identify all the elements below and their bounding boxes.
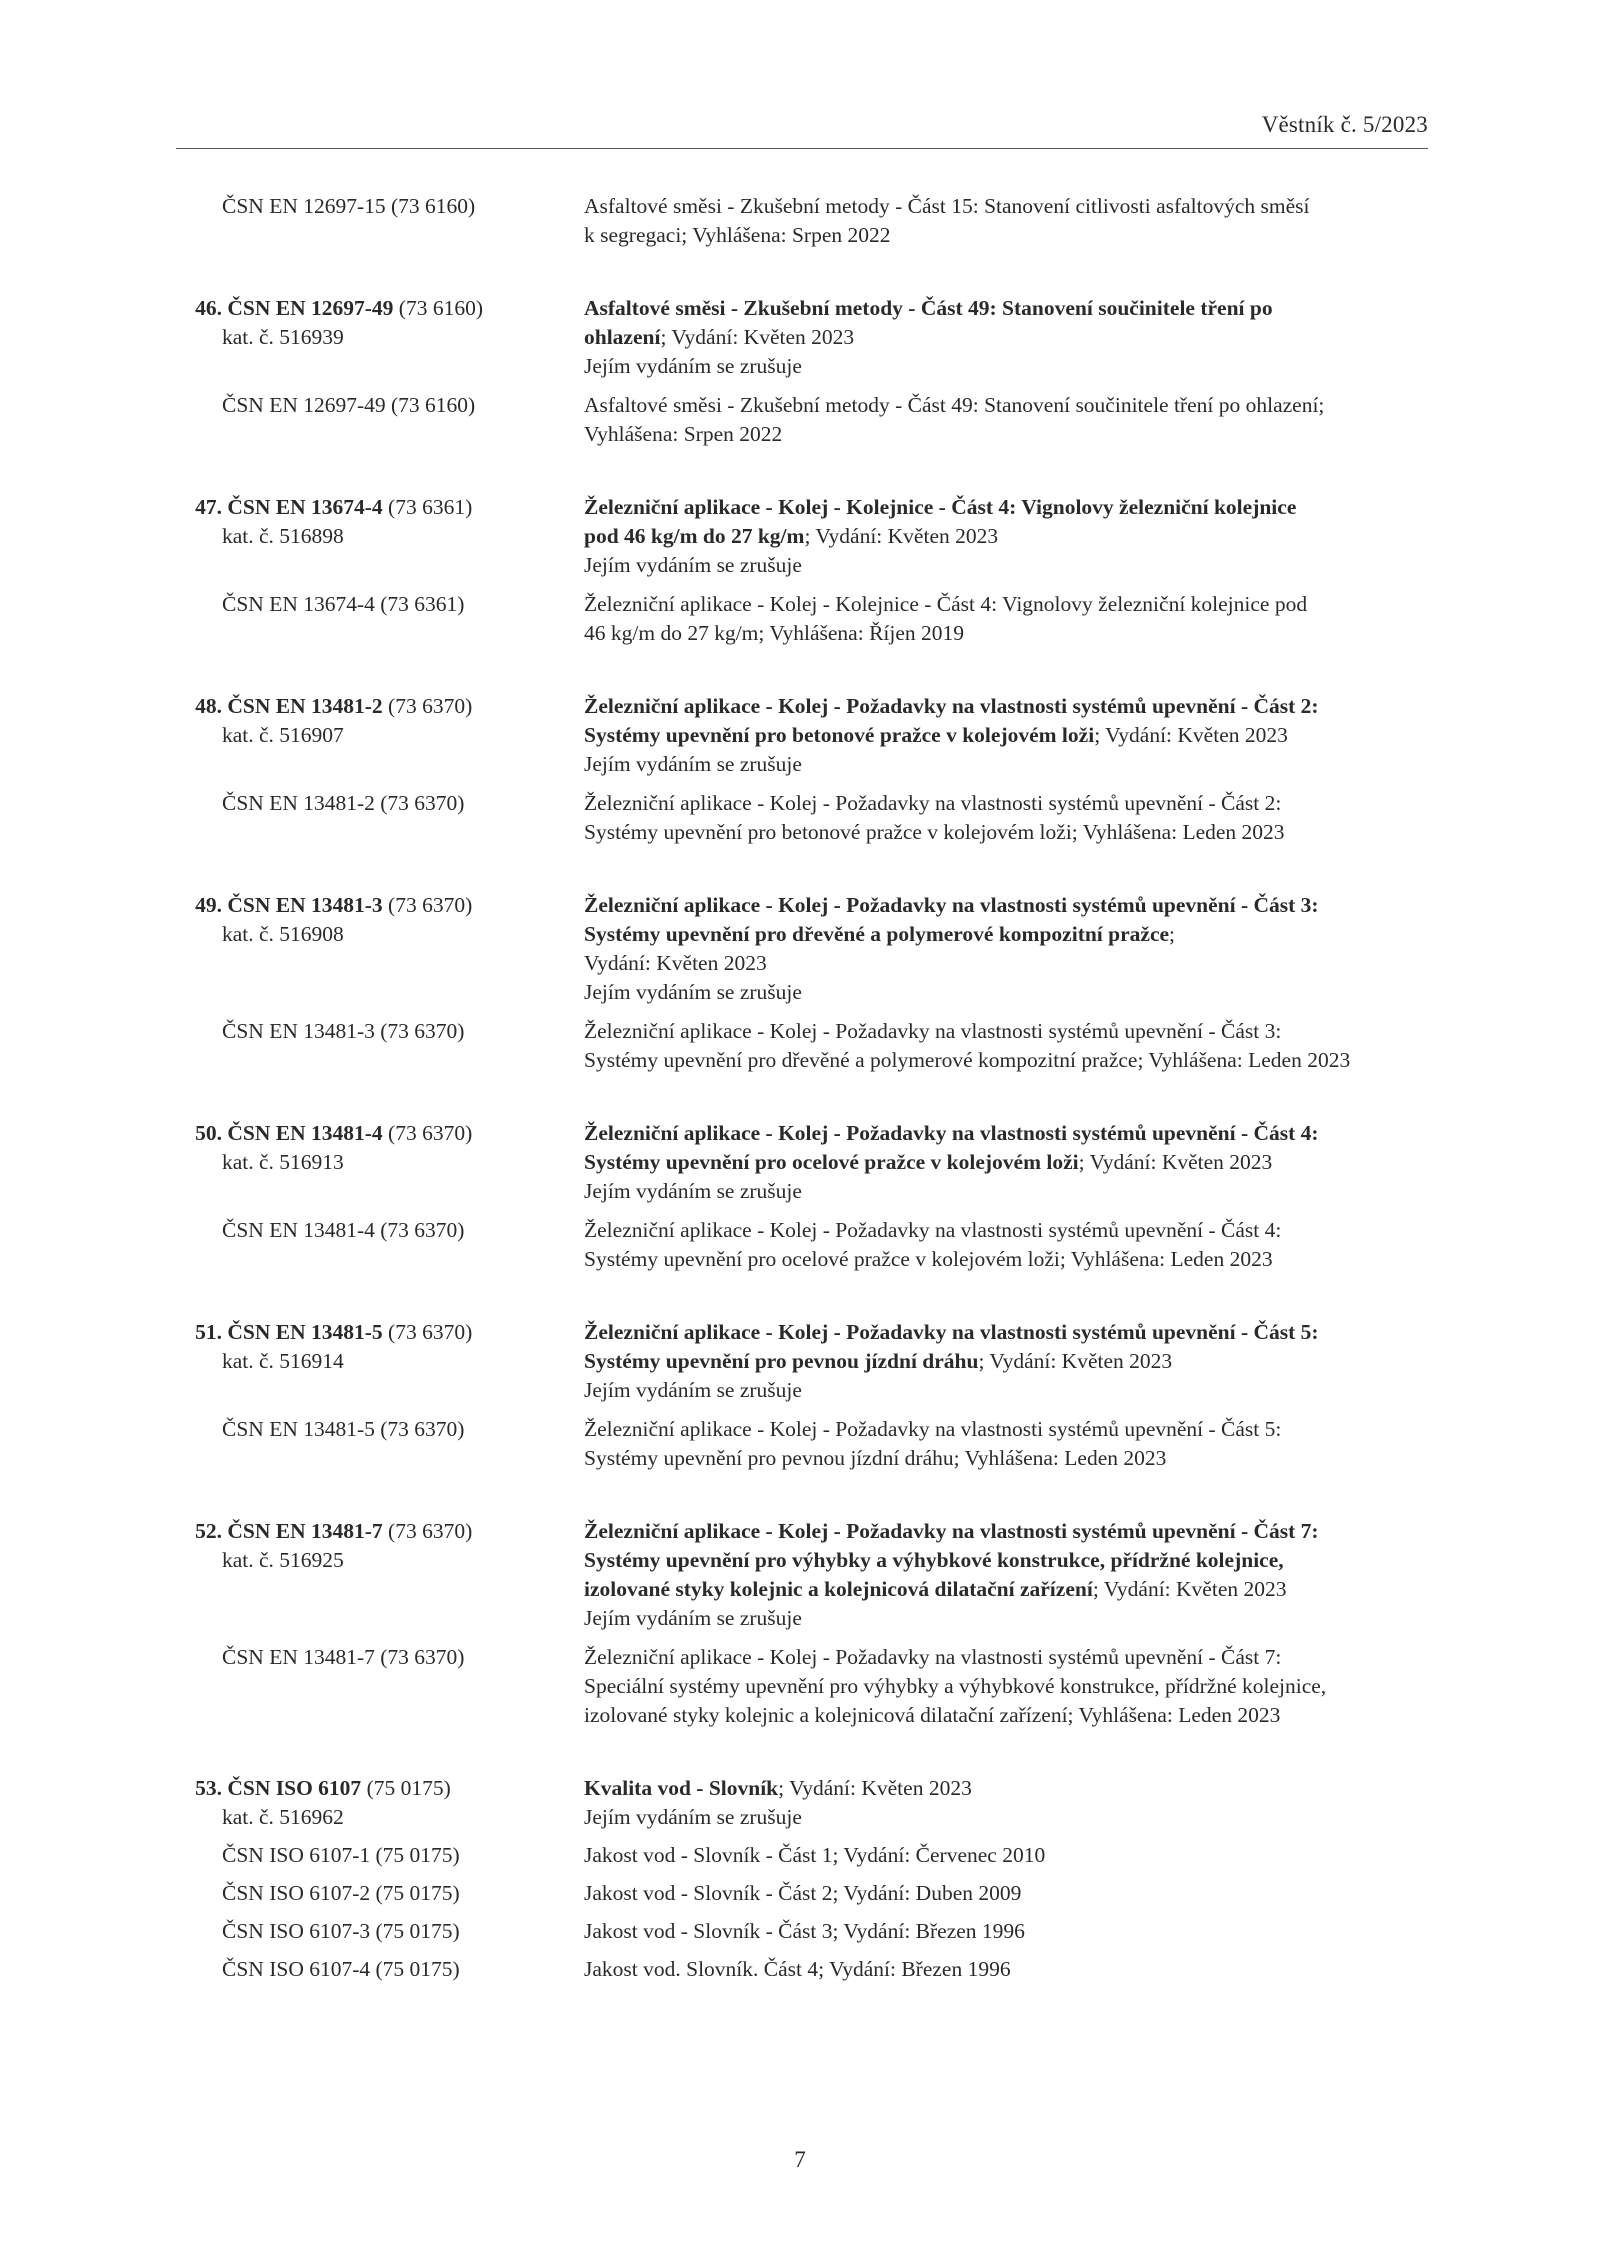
note-text: Jejím vydáním se zrušuje: [584, 752, 802, 776]
replaced-standard-row: [176, 1917, 1436, 1946]
standard-title: pod 46 kg/m do 27 kg/m: [584, 524, 805, 548]
standard-description: [584, 493, 1436, 580]
replaced-standard-code: ČSN EN 13481-4 (73 6370): [222, 1218, 465, 1242]
replaced-standard-code: ČSN EN 13481-2 (73 6370): [222, 791, 465, 815]
class-code: (73 6160): [393, 296, 483, 320]
replaced-standard-text: Systémy upevnění pro ocelové pražce v kolejovém loži; Vyhlášena: Leden 2023: [584, 1247, 1273, 1271]
standard-description: [584, 1774, 1436, 1832]
standard-code: ČSN EN 13481-3: [227, 893, 383, 917]
standard-designation: [176, 1318, 584, 1376]
note-text: Jejím vydáním se zrušuje: [584, 354, 802, 378]
replaced-standard-text: Asfaltové směsi - Zkušební metody - Část 49: Stanovení součinitele tření po ohlazení;: [584, 393, 1325, 417]
catalog-number: kat. č. 516907: [222, 723, 344, 747]
catalog-number: kat. č. 516939: [222, 325, 344, 349]
replaced-standard-row: [176, 789, 1436, 847]
issue-info: ; Vydání: Květen 2023: [660, 325, 855, 349]
standard-title: Železniční aplikace - Kolej - Požadavky na vlastnosti systémů upevnění - Část 4:: [584, 1121, 1319, 1145]
standard-designation: [176, 294, 584, 352]
note-text: Jejím vydáním se zrušuje: [584, 1179, 802, 1203]
standard-description: [584, 1318, 1436, 1405]
replaced-standard-code: ČSN ISO 6107-2 (75 0175): [222, 1881, 460, 1905]
standard-entry: [176, 1119, 1436, 1274]
replaced-standard-text: 46 kg/m do 27 kg/m; Vyhlášena: Říjen 2019: [584, 621, 965, 645]
standard-code: ČSN ISO 6107: [227, 1776, 362, 1800]
replaced-standard-code: ČSN EN 12697-49 (73 6160): [222, 393, 476, 417]
replaced-standard-code: ČSN EN 12697-15 (73 6160): [222, 194, 476, 218]
catalog-number: kat. č. 516913: [222, 1150, 344, 1174]
class-code: (75 0175): [361, 1776, 451, 1800]
replaced-standard-row: [176, 192, 1436, 250]
standard-entry: [176, 692, 1436, 847]
replaced-standard-row: [176, 1841, 1436, 1870]
catalog-number: kat. č. 516908: [222, 922, 344, 946]
note-text: Jejím vydáním se zrušuje: [584, 553, 802, 577]
entry-number: 52.: [195, 1519, 222, 1543]
standard-title: ohlazení: [584, 325, 661, 349]
issue-info: ; Vydání: Květen 2023: [1092, 1577, 1287, 1601]
class-code: (73 6361): [382, 495, 473, 519]
replaced-standard-code: ČSN EN 13674-4 (73 6361): [222, 592, 465, 616]
standard-title: Železniční aplikace - Kolej - Požadavky na vlastnosti systémů upevnění - Část 7:: [584, 1519, 1319, 1543]
new-standard-row: [176, 1318, 1436, 1405]
standard-title: Železniční aplikace - Kolej - Požadavky na vlastnosti systémů upevnění - Část 3:: [584, 893, 1319, 917]
standard-designation: [176, 1517, 584, 1575]
replaced-standard-text: Železniční aplikace - Kolej - Požadavky na vlastnosti systémů upevnění - Část 4:: [584, 1218, 1282, 1242]
replaced-standard-text: Jakost vod - Slovník - Část 1; Vydání: Červenec 2010: [584, 1843, 1046, 1867]
replaced-standard-text: Speciální systémy upevnění pro výhybky a výhybkové konstrukce, přídržné kolejnice,: [584, 1674, 1327, 1698]
replaced-standard-text: Jakost vod - Slovník - Část 3; Vydání: Březen 1996: [584, 1919, 1025, 1943]
replaced-standard-text: k segregaci; Vyhlášena: Srpen 2022: [584, 223, 891, 247]
replaced-standard-code: ČSN EN 13481-5 (73 6370): [222, 1417, 465, 1441]
entry-number: 46.: [195, 296, 222, 320]
replaced-standard-row: [176, 1415, 1436, 1473]
page-number: 7: [794, 2147, 806, 2172]
replaced-standard-code: ČSN EN 13481-3 (73 6370): [222, 1019, 465, 1043]
standard-entry: [176, 294, 1436, 449]
replaced-standard-text: Jakost vod - Slovník - Část 2; Vydání: Duben 2009: [584, 1881, 1022, 1905]
catalog-number: kat. č. 516925: [222, 1548, 344, 1572]
standard-description: [584, 891, 1436, 1007]
standard-entry: [176, 192, 1436, 250]
replaced-standard-text: Železniční aplikace - Kolej - Kolejnice - Část 4: Vignolovy železniční kolejnice pod: [584, 592, 1308, 616]
standard-title: Systémy upevnění pro pevnou jízdní dráhu: [584, 1349, 979, 1373]
new-standard-row: [176, 692, 1436, 779]
replaced-standard-text: Asfaltové směsi - Zkušební metody - Část 15: Stanovení citlivosti asfaltových směsí: [584, 194, 1310, 218]
replaced-standard-code: ČSN ISO 6107-4 (75 0175): [222, 1957, 460, 1981]
note-text: Jejím vydáním se zrušuje: [584, 1606, 802, 1630]
entry-number: 51.: [195, 1320, 222, 1344]
replaced-standard-row: [176, 1216, 1436, 1274]
replaced-standard-text: Železniční aplikace - Kolej - Požadavky na vlastnosti systémů upevnění - Část 3:: [584, 1019, 1282, 1043]
standard-description: [584, 294, 1436, 381]
replaced-standard-text: Železniční aplikace - Kolej - Požadavky na vlastnosti systémů upevnění - Část 7:: [584, 1645, 1282, 1669]
standard-title: izolované styky kolejnic a kolejnicová dilatační zařízení: [584, 1577, 1093, 1601]
replaced-standard-text: Železniční aplikace - Kolej - Požadavky na vlastnosti systémů upevnění - Část 2:: [584, 791, 1282, 815]
standard-title: Železniční aplikace - Kolej - Požadavky na vlastnosti systémů upevnění - Část 5:: [584, 1320, 1319, 1344]
entry-number: 47.: [195, 495, 222, 519]
replaced-standard-text: Systémy upevnění pro betonové pražce v kolejovém loži; Vyhlášena: Leden 2023: [584, 820, 1285, 844]
standard-designation: [176, 1774, 584, 1832]
replaced-standard-code: ČSN ISO 6107-3 (75 0175): [222, 1919, 460, 1943]
replaced-standard-text: Vyhlášena: Srpen 2022: [584, 422, 783, 446]
replaced-standard-row: [176, 1955, 1436, 1984]
replaced-standard-row: [176, 391, 1436, 449]
issue-info: ; Vydání: Květen 2023: [778, 1776, 972, 1800]
standard-entry: [176, 1517, 1436, 1730]
standards-list: [176, 192, 1436, 2028]
issue-info: ;: [1169, 922, 1176, 946]
issue-info: ; Vydání: Květen 2023: [804, 524, 999, 548]
standard-entry: [176, 1774, 1436, 1984]
new-standard-row: [176, 1774, 1436, 1832]
note-text: Jejím vydáním se zrušuje: [584, 1805, 802, 1829]
issue-info: ; Vydání: Květen 2023: [978, 1349, 1173, 1373]
class-code: (73 6370): [382, 1320, 473, 1344]
entry-number: 48.: [195, 694, 222, 718]
standard-code: ČSN EN 13674-4: [227, 495, 383, 519]
catalog-number: kat. č. 516914: [222, 1349, 344, 1373]
new-standard-row: [176, 1517, 1436, 1633]
entry-number: 49.: [195, 893, 222, 917]
replaced-standard-row: [176, 1017, 1436, 1075]
standard-entry: [176, 891, 1436, 1075]
standard-description: [584, 692, 1436, 779]
entry-number: 50.: [195, 1121, 222, 1145]
note-text: Vydání: Květen 2023: [584, 951, 767, 975]
standard-code: ČSN EN 13481-7: [227, 1519, 383, 1543]
standard-designation: [176, 891, 584, 949]
class-code: (73 6370): [382, 1519, 473, 1543]
standard-code: ČSN EN 12697-49: [227, 296, 394, 320]
standard-title: Železniční aplikace - Kolej - Kolejnice - Část 4: Vignolovy železniční kolejnice: [584, 495, 1297, 519]
note-text: Jejím vydáním se zrušuje: [584, 1378, 802, 1402]
standard-description: [584, 1517, 1436, 1633]
standard-title: Systémy upevnění pro ocelové pražce v kolejovém loži: [584, 1150, 1079, 1174]
note-text: Jejím vydáním se zrušuje: [584, 980, 802, 1004]
standard-code: ČSN EN 13481-2: [227, 694, 383, 718]
standard-entry: [176, 1318, 1436, 1473]
standard-title: Systémy upevnění pro dřevěné a polymerové kompozitní pražce: [584, 922, 1170, 946]
standard-code: ČSN EN 13481-5: [227, 1320, 383, 1344]
replaced-standard-text: Železniční aplikace - Kolej - Požadavky na vlastnosti systémů upevnění - Část 5:: [584, 1417, 1282, 1441]
replaced-standard-code: ČSN EN 13481-7 (73 6370): [222, 1645, 465, 1669]
replaced-standard-text: Systémy upevnění pro dřevěné a polymerové kompozitní pražce; Vyhlášena: Leden 2023: [584, 1048, 1351, 1072]
journal-title: Věstník č. 5/2023: [1261, 112, 1428, 137]
new-standard-row: [176, 294, 1436, 381]
entry-number: 53.: [195, 1776, 222, 1800]
standard-title: Asfaltové směsi - Zkušební metody - Část 49: Stanovení součinitele tření po: [584, 296, 1273, 320]
replaced-standard-text: izolované styky kolejnic a kolejnicová dilatační zařízení; Vyhlášena: Leden 2023: [584, 1703, 1281, 1727]
standard-code: ČSN EN 13481-4: [227, 1121, 383, 1145]
standard-description: [584, 1119, 1436, 1206]
new-standard-row: [176, 891, 1436, 1007]
standard-designation: [176, 1119, 584, 1177]
new-standard-row: [176, 1119, 1436, 1206]
class-code: (73 6370): [382, 694, 473, 718]
new-standard-row: [176, 493, 1436, 580]
standard-title: Systémy upevnění pro betonové pražce v kolejovém loži: [584, 723, 1095, 747]
standard-title: Systémy upevnění pro výhybky a výhybkové konstrukce, přídržné kolejnice,: [584, 1548, 1284, 1572]
class-code: (73 6370): [382, 893, 473, 917]
standard-title: Kvalita vod - Slovník: [584, 1776, 779, 1800]
replaced-standard-row: [176, 590, 1436, 648]
standard-entry: [176, 493, 1436, 648]
replaced-standard-row: [176, 1643, 1436, 1730]
replaced-standard-code: ČSN ISO 6107-1 (75 0175): [222, 1843, 460, 1867]
replaced-standard-text: Jakost vod. Slovník. Část 4; Vydání: Březen 1996: [584, 1957, 1011, 1981]
standard-designation: [176, 493, 584, 551]
standard-title: Železniční aplikace - Kolej - Požadavky na vlastnosti systémů upevnění - Část 2:: [584, 694, 1319, 718]
issue-info: ; Vydání: Květen 2023: [1078, 1150, 1273, 1174]
replaced-standard-row: [176, 1879, 1436, 1908]
class-code: (73 6370): [382, 1121, 473, 1145]
catalog-number: kat. č. 516898: [222, 524, 344, 548]
replaced-standard-text: Systémy upevnění pro pevnou jízdní dráhu; Vyhlášena: Leden 2023: [584, 1446, 1167, 1470]
catalog-number: kat. č. 516962: [222, 1805, 344, 1829]
standard-designation: [176, 692, 584, 750]
issue-info: ; Vydání: Květen 2023: [1094, 723, 1288, 747]
page-header: [176, 112, 1428, 149]
